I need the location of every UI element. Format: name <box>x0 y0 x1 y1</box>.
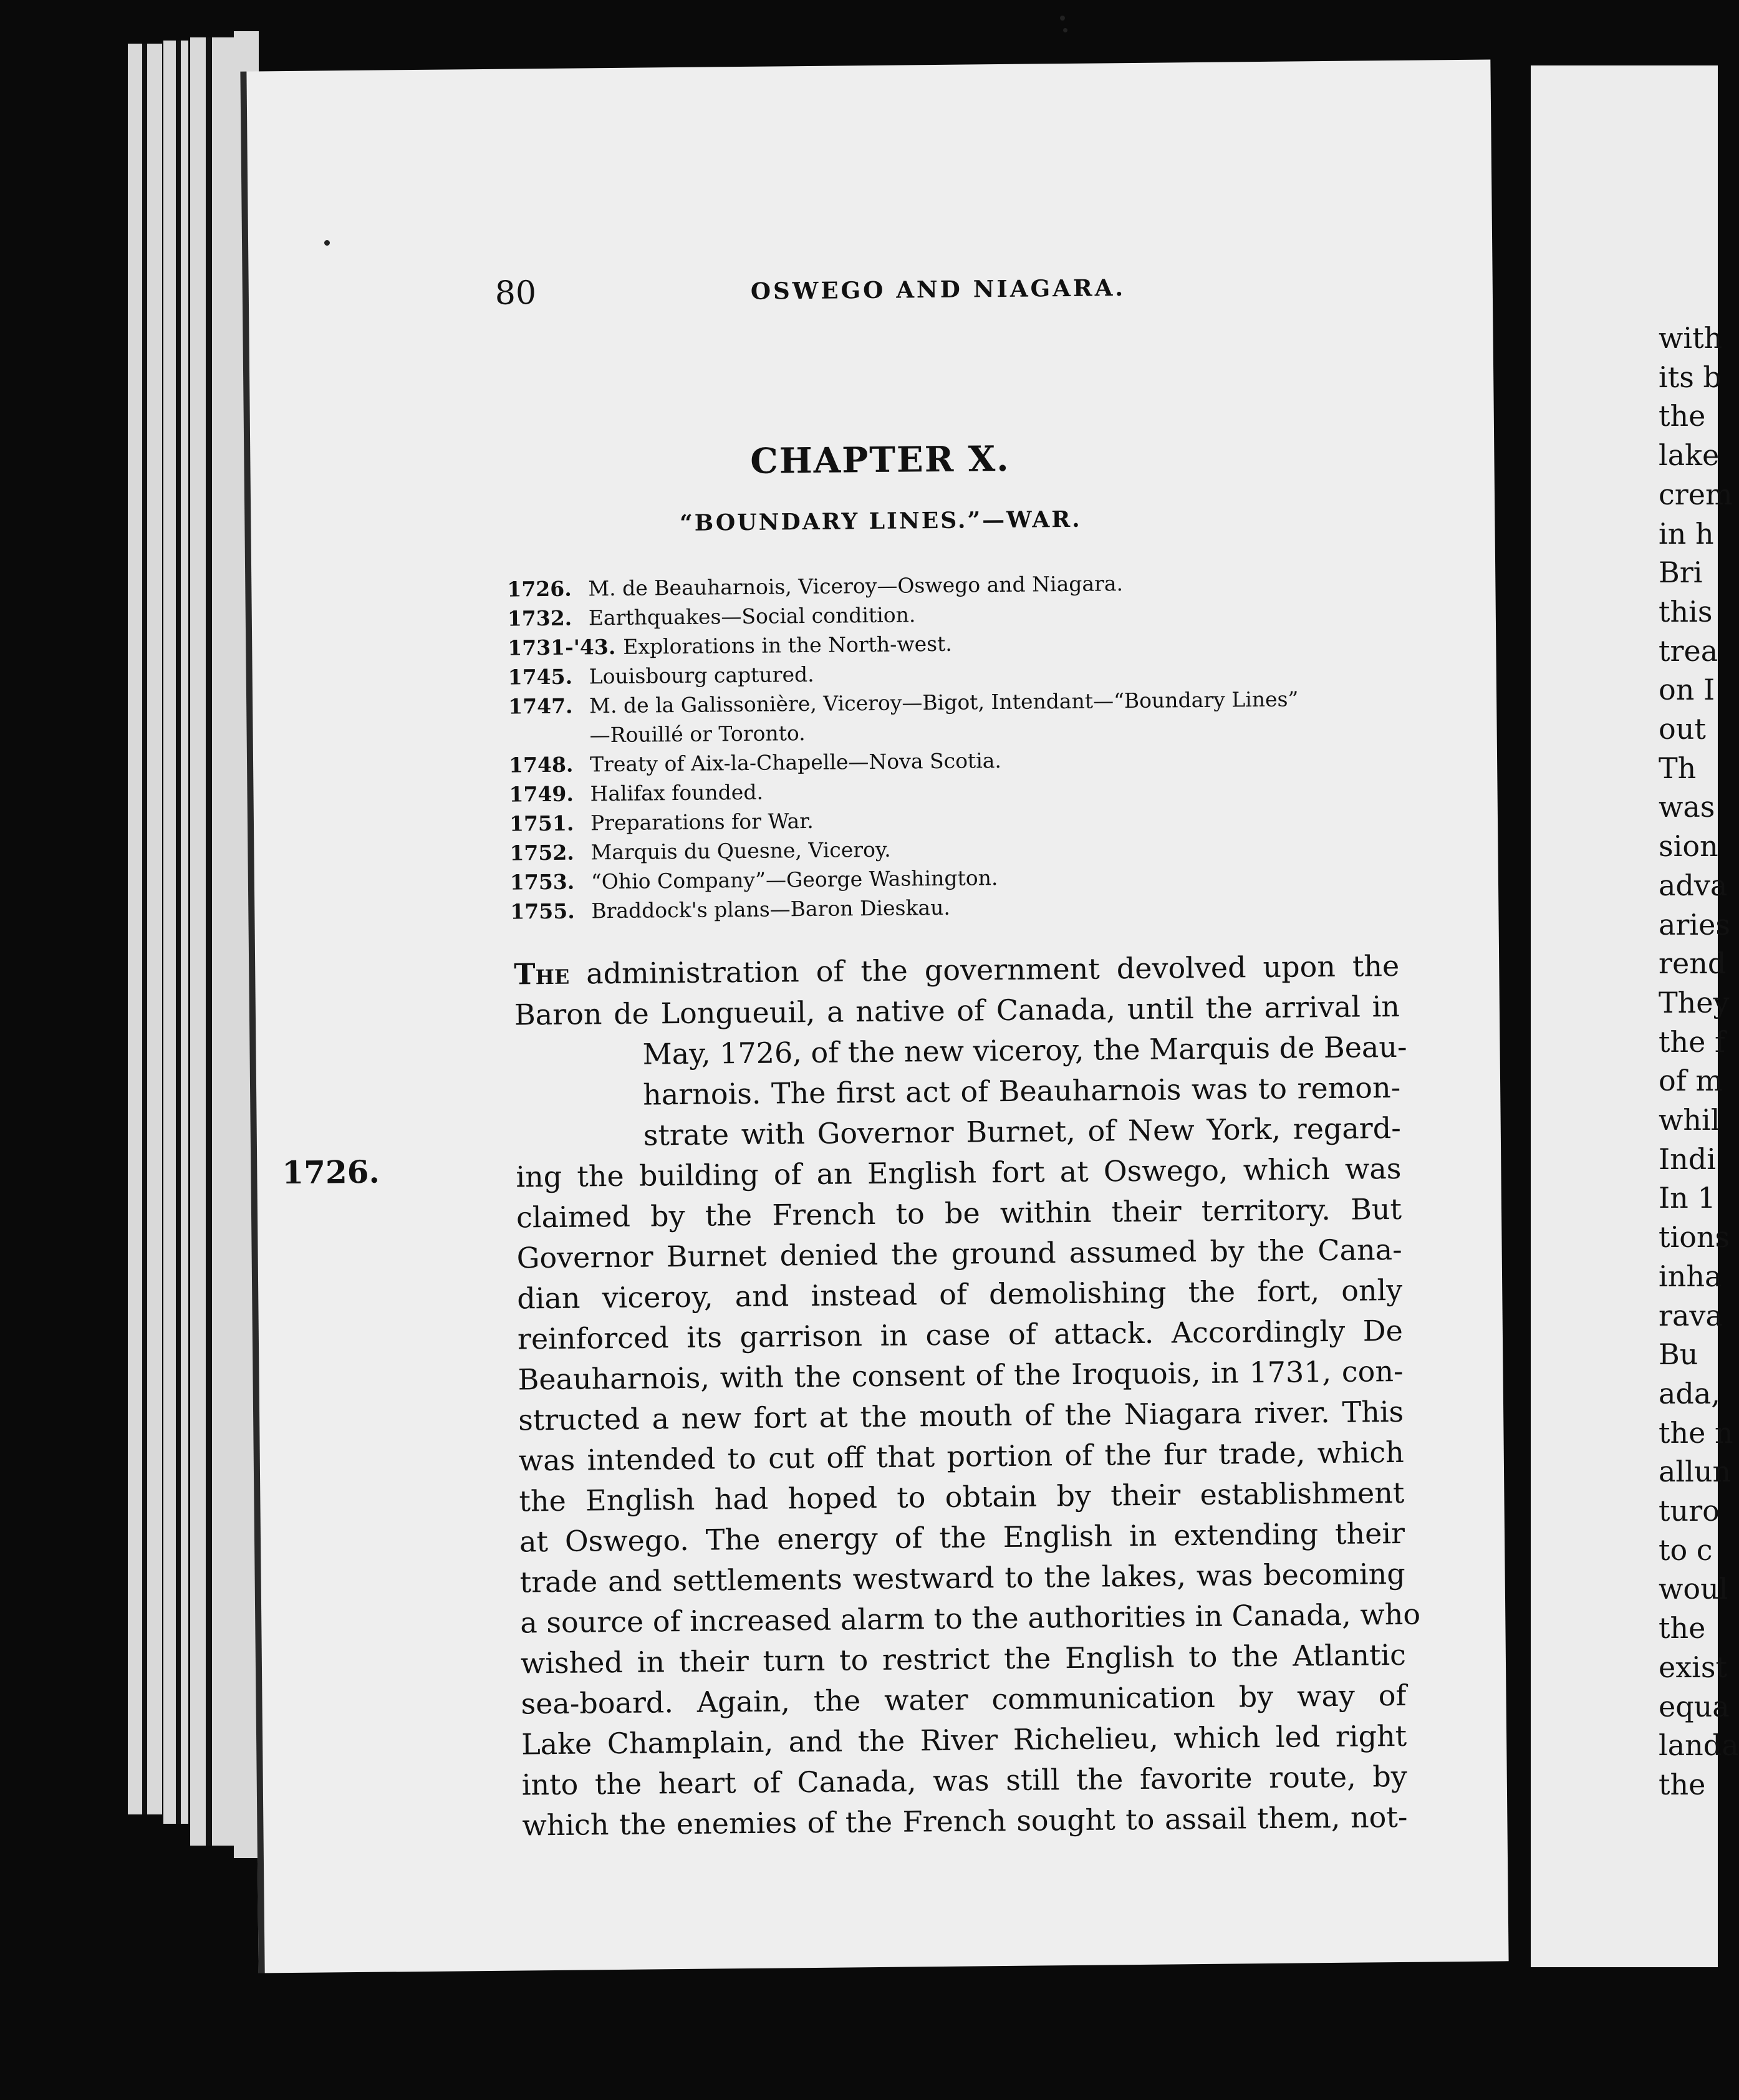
timeline-event: Treaty of Aix-la-Chapelle—Nova Scotia. <box>589 748 1002 777</box>
facing-page-line: in h <box>1659 516 1714 551</box>
facing-page-line: whil <box>1659 1103 1720 1137</box>
facing-page-line: out <box>1659 712 1706 746</box>
running-head: OSWEGO AND NIAGARA. <box>750 274 1126 305</box>
timeline-event: Preparations for War. <box>590 808 814 836</box>
facing-page-line: the <box>1659 1767 1706 1801</box>
facing-page-line: landa <box>1659 1728 1739 1763</box>
timeline-event: “Ohio Company”—George Washington. <box>590 865 998 894</box>
book-edge-3 <box>190 37 234 1846</box>
timeline-year: 1748. <box>508 752 574 778</box>
timeline-year: 1753. <box>509 869 575 895</box>
body-line: which the enemies of the French sought to assail them, not- <box>522 1799 1408 1842</box>
facing-page-line: with <box>1659 321 1723 355</box>
facing-page-line: of m <box>1659 1064 1723 1098</box>
timeline-event: M. de Beauharnois, Viceroy—Oswego and Niagara. <box>588 571 1124 601</box>
body-line: Baron de Longueuil, a native of Canada, until the arrival in <box>514 989 1400 1032</box>
timeline-year: 1747. <box>508 693 573 719</box>
facing-page-line: ada, <box>1659 1376 1720 1410</box>
page-header <box>495 266 1431 324</box>
facing-page-line: crem <box>1659 477 1733 511</box>
facing-page-line: the <box>1659 1611 1706 1645</box>
timeline-event: Halifax founded. <box>590 779 764 806</box>
timeline-year: 1752. <box>509 840 574 865</box>
chapter-subtitle: “BOUNDARY LINES.”—WAR. <box>679 506 1082 536</box>
body-line: trade and settlements westward to the lakes, was becoming <box>519 1556 1405 1599</box>
timeline-event: M. de la Galissonière, Viceroy—Bigot, Intendant—“Boundary Lines” <box>589 686 1299 718</box>
body-line: reinforced its garrison in case of attack. Accordingly De <box>517 1313 1404 1356</box>
facing-page-line: this <box>1659 594 1713 629</box>
body-line: sea-board. Again, the water communication by way of <box>521 1678 1407 1721</box>
timeline-year: 1751. <box>509 811 574 836</box>
facing-page-line: allun <box>1659 1455 1732 1489</box>
page-number: 80 <box>494 274 537 312</box>
timeline-event: Earthquakes—Social condition. <box>588 602 916 630</box>
timeline-year: 1732. <box>507 605 572 631</box>
book-edge-divider-2 <box>176 41 181 1824</box>
facing-page-line: lake <box>1659 438 1720 473</box>
facing-page-line: adva <box>1659 868 1728 902</box>
facing-page-line: its b <box>1659 360 1722 394</box>
facing-page-line: the n <box>1659 1415 1733 1450</box>
facing-page-line: rend <box>1659 946 1727 981</box>
facing-page-line: Bri <box>1659 556 1703 590</box>
body-line: Beauharnois, with the consent of the Iroquois, in 1731, con- <box>518 1354 1404 1397</box>
body-text <box>514 946 1421 1846</box>
scan-speck <box>324 240 330 246</box>
facing-page-line: Bu <box>1659 1337 1698 1372</box>
facing-page-line: Indi <box>1659 1142 1716 1176</box>
body-line: May, 1726, of the new viceroy, the Marquis de Beau- <box>642 1029 1407 1071</box>
scan-speck <box>1063 28 1067 32</box>
body-line: wished in their turn to restrict the English to the Atlantic <box>520 1637 1407 1680</box>
book-page <box>240 59 1508 1973</box>
body-line: ing the building of an English fort at Oswego, which was <box>516 1151 1402 1194</box>
facing-page-line: the f <box>1659 1024 1725 1059</box>
body-line: claimed by the French to be within their territory. But <box>516 1192 1402 1235</box>
body-line: into the heart of Canada, was still the favorite route, by <box>521 1759 1407 1802</box>
facing-page-line: In 1 <box>1659 1181 1716 1215</box>
body-line: Governor Burnet denied the ground assumed by the Cana- <box>516 1232 1402 1275</box>
timeline-year: 1731-'43. <box>508 634 616 660</box>
timeline-year <box>509 742 590 743</box>
facing-page-line: the <box>1659 399 1706 433</box>
margin-year: 1726. <box>282 1153 380 1192</box>
timeline-year: 1745. <box>508 664 573 690</box>
body-line: Lake Champlain, and the River Richelieu, which led right <box>521 1718 1407 1761</box>
timeline-event: Marquis du Quesne, Viceroy. <box>590 837 891 865</box>
facing-page-line: sion <box>1659 829 1718 864</box>
facing-page-line: tions <box>1659 1220 1730 1255</box>
facing-page-line: rava <box>1659 1298 1723 1332</box>
book-edge-divider-3 <box>206 37 212 1846</box>
facing-page-line: on I <box>1659 673 1715 707</box>
book-edge-divider-1 <box>142 44 147 1814</box>
body-line: was intended to cut off that portion of the fur trade, which <box>518 1435 1405 1478</box>
lead-word: The <box>514 956 570 991</box>
timeline-year: 1726. <box>507 576 572 602</box>
timeline-event: Braddock's plans—Baron Dieskau. <box>591 895 951 923</box>
facing-page-line: to c <box>1659 1533 1713 1567</box>
facing-page <box>1531 65 1739 1967</box>
chapter-timeline <box>507 567 1495 928</box>
facing-page-line: trea <box>1659 633 1718 668</box>
body-line: dian viceroy, and instead of demolishing the fort, only <box>517 1273 1403 1316</box>
timeline-event: Louisbourg captured. <box>589 662 814 689</box>
facing-page-line: exist <box>1659 1650 1727 1684</box>
timeline-year: 1749. <box>509 781 574 807</box>
scan-speck <box>1060 16 1065 21</box>
facing-page-line: equa <box>1659 1689 1730 1723</box>
body-line: harnois. The first act of Beauharnois was to remon- <box>642 1070 1401 1112</box>
body-line-text: administration of the government devolved upon the <box>569 948 1400 991</box>
timeline-event: —Rouillé or Toronto. <box>589 721 806 748</box>
facing-page-line: inha <box>1659 1259 1722 1293</box>
body-line: structed a new fort at the mouth of the Niagara river. This <box>518 1394 1404 1437</box>
body-line: the English had hoped to obtain by their establishment <box>519 1475 1405 1518</box>
timeline-year: 1755. <box>510 898 575 924</box>
facing-page-line: turo <box>1659 1494 1720 1528</box>
chapter-title: CHAPTER X. <box>749 438 1010 482</box>
facing-page-line: was <box>1659 790 1715 824</box>
body-line: strate with Governor Burnet, of New York, regard- <box>643 1110 1402 1152</box>
timeline-event: Explorations in the North-west. <box>623 631 953 659</box>
facing-page-line: They <box>1659 985 1730 1019</box>
facing-page-line: Th <box>1659 751 1697 785</box>
body-line: a source of increased alarm to the authorities in Canada, who <box>520 1597 1421 1640</box>
facing-page-line: woul <box>1659 1572 1728 1606</box>
facing-page-line: aries <box>1659 907 1730 942</box>
body-line: at Oswego. The energy of the English in extending their <box>519 1516 1405 1559</box>
